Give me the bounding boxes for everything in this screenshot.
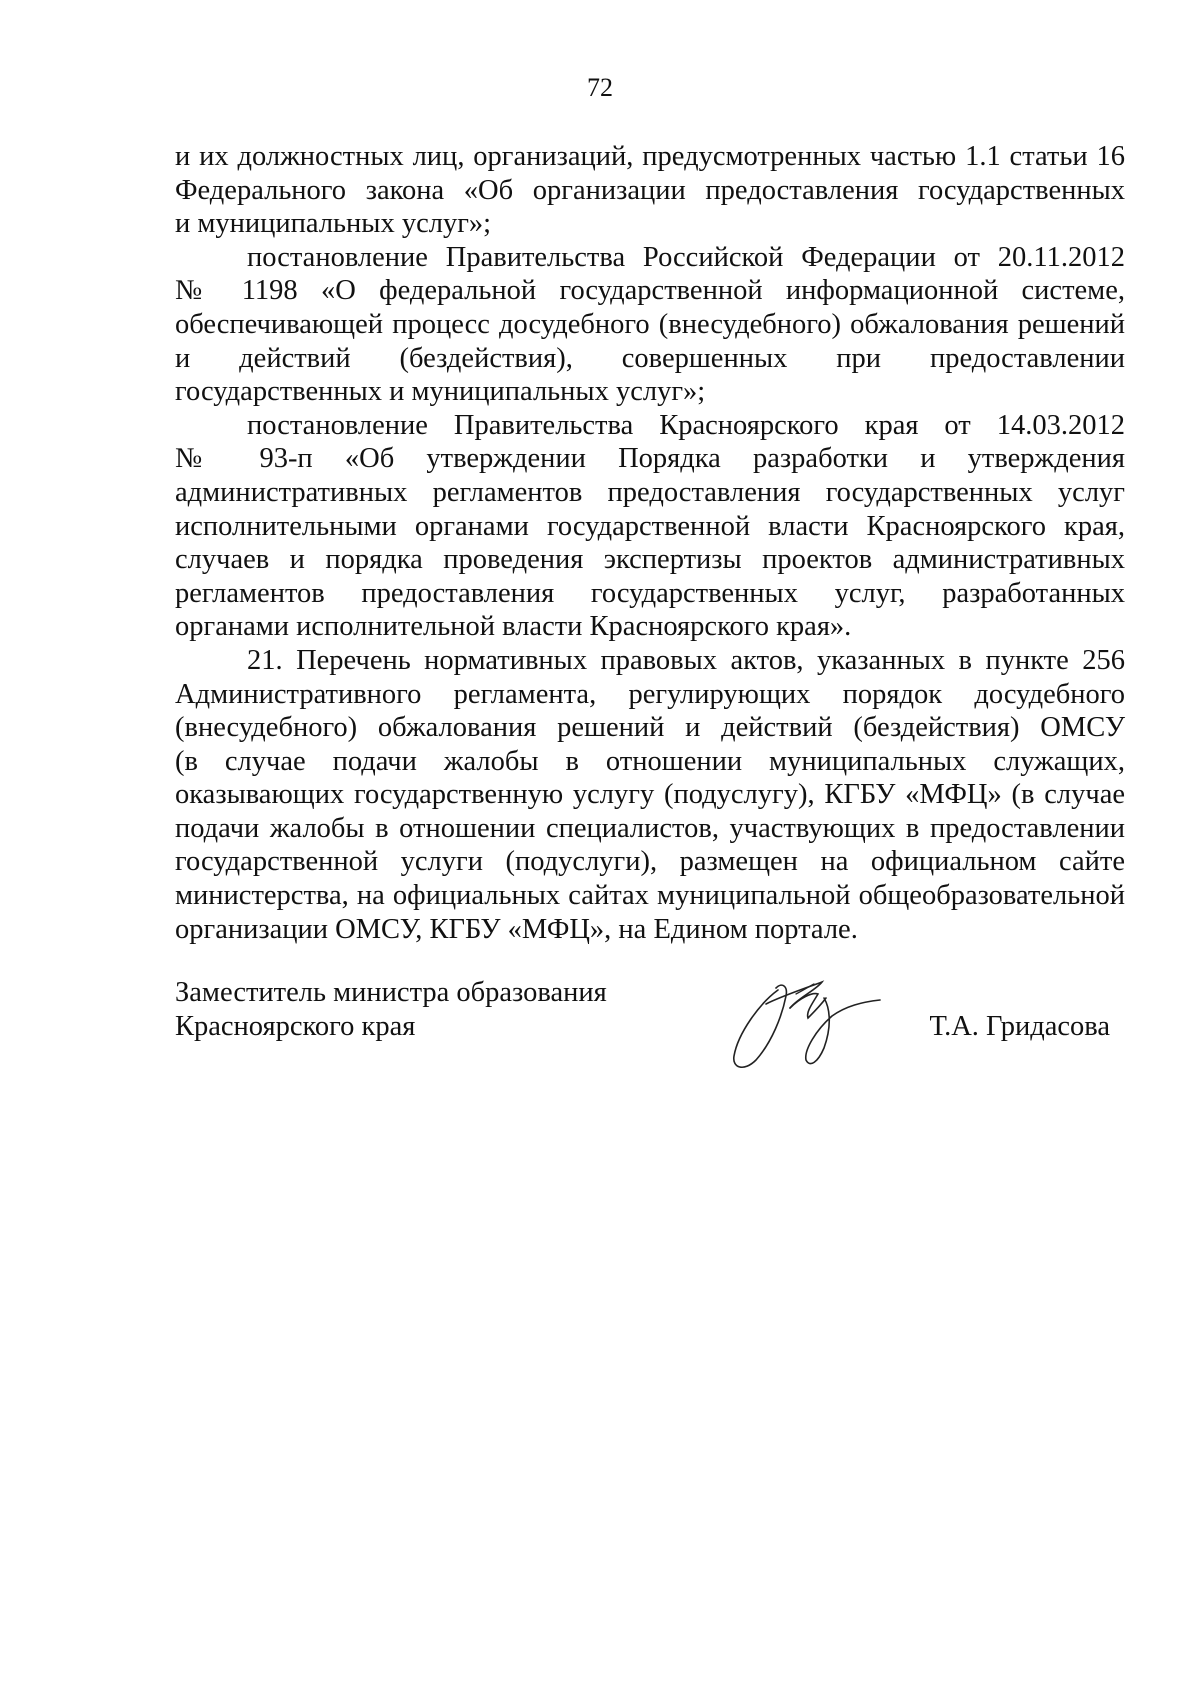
- text-line: случаев и порядка проведения экспертизы проектов административных: [175, 544, 1125, 576]
- paragraph-4: [175, 644, 1125, 946]
- signatory-name: Т.А. Гридасова: [929, 1011, 1110, 1042]
- text-line: подачи жалобы в отношении специалистов, участвующих в предоставлении: [175, 812, 1125, 844]
- signatory-position-line: Заместитель министра образования: [175, 977, 607, 1008]
- text-line: и их должностных лиц, организаций, предусмотренных частью 1.1 статьи 16: [175, 141, 1125, 172]
- text-line: № 93-п «Об утверждении Порядка разработки и утверждения: [175, 443, 1125, 475]
- text-line: исполнительными органами государственной власти Красноярского края,: [175, 510, 1125, 542]
- text-line: обеспечивающей процесс досудебного (внесудебного) обжалования решений: [175, 308, 1125, 340]
- signatory-position: [175, 976, 655, 1044]
- text-line: государственных и муниципальных услуг»;: [175, 376, 706, 408]
- text-line: (в случае подачи жалобы в отношении муниципальных служащих,: [175, 745, 1125, 777]
- text-line: министерства, на официальных сайтах муниципальной общеобразовательной: [175, 880, 1125, 912]
- paragraph-2: [175, 241, 1125, 409]
- page-number: 72: [587, 73, 613, 102]
- text-line: постановление Правительства Российской Федерации от 20.11.2012: [247, 241, 1125, 273]
- paragraph-1: [175, 140, 1125, 241]
- paragraph-3: [175, 409, 1125, 644]
- handwritten-signature: [720, 968, 900, 1078]
- text-line: организации ОМСУ, КГБУ «МФЦ», на Едином портале.: [175, 913, 858, 945]
- text-line: и действий (бездействия), совершенных при предоставлении: [175, 342, 1125, 374]
- text-line: и муниципальных услуг»;: [175, 208, 492, 240]
- signature-block: [175, 976, 1125, 1096]
- text-line: Федерального закона «Об организации предоставления государственных: [175, 174, 1125, 206]
- text-line: № 1198 «О федеральной государственной информационной системе,: [175, 275, 1125, 307]
- text-line: органами исполнительной власти Красноярского края».: [175, 611, 852, 643]
- text-line: Административного регламента, регулирующих порядок досудебного: [175, 678, 1125, 710]
- document-body: [175, 140, 1125, 946]
- signatory-position-line: Красноярского края: [175, 1011, 416, 1042]
- text-line: административных регламентов предоставления государственных услуг: [175, 476, 1125, 508]
- text-line: 21. Перечень нормативных правовых актов, указанных в пункте 256: [247, 644, 1125, 676]
- text-line: оказывающих государственную услугу (подуслугу), КГБУ «МФЦ» (в случае: [175, 779, 1125, 811]
- text-line: постановление Правительства Красноярского края от 14.03.2012: [247, 409, 1125, 441]
- text-line: регламентов предоставления государственных услуг, разработанных: [175, 577, 1125, 609]
- text-line: государственной услуги (подуслуги), размещен на официальном сайте: [175, 846, 1125, 878]
- text-line: (внесудебного) обжалования решений и действий (бездействия) ОМСУ: [175, 712, 1125, 744]
